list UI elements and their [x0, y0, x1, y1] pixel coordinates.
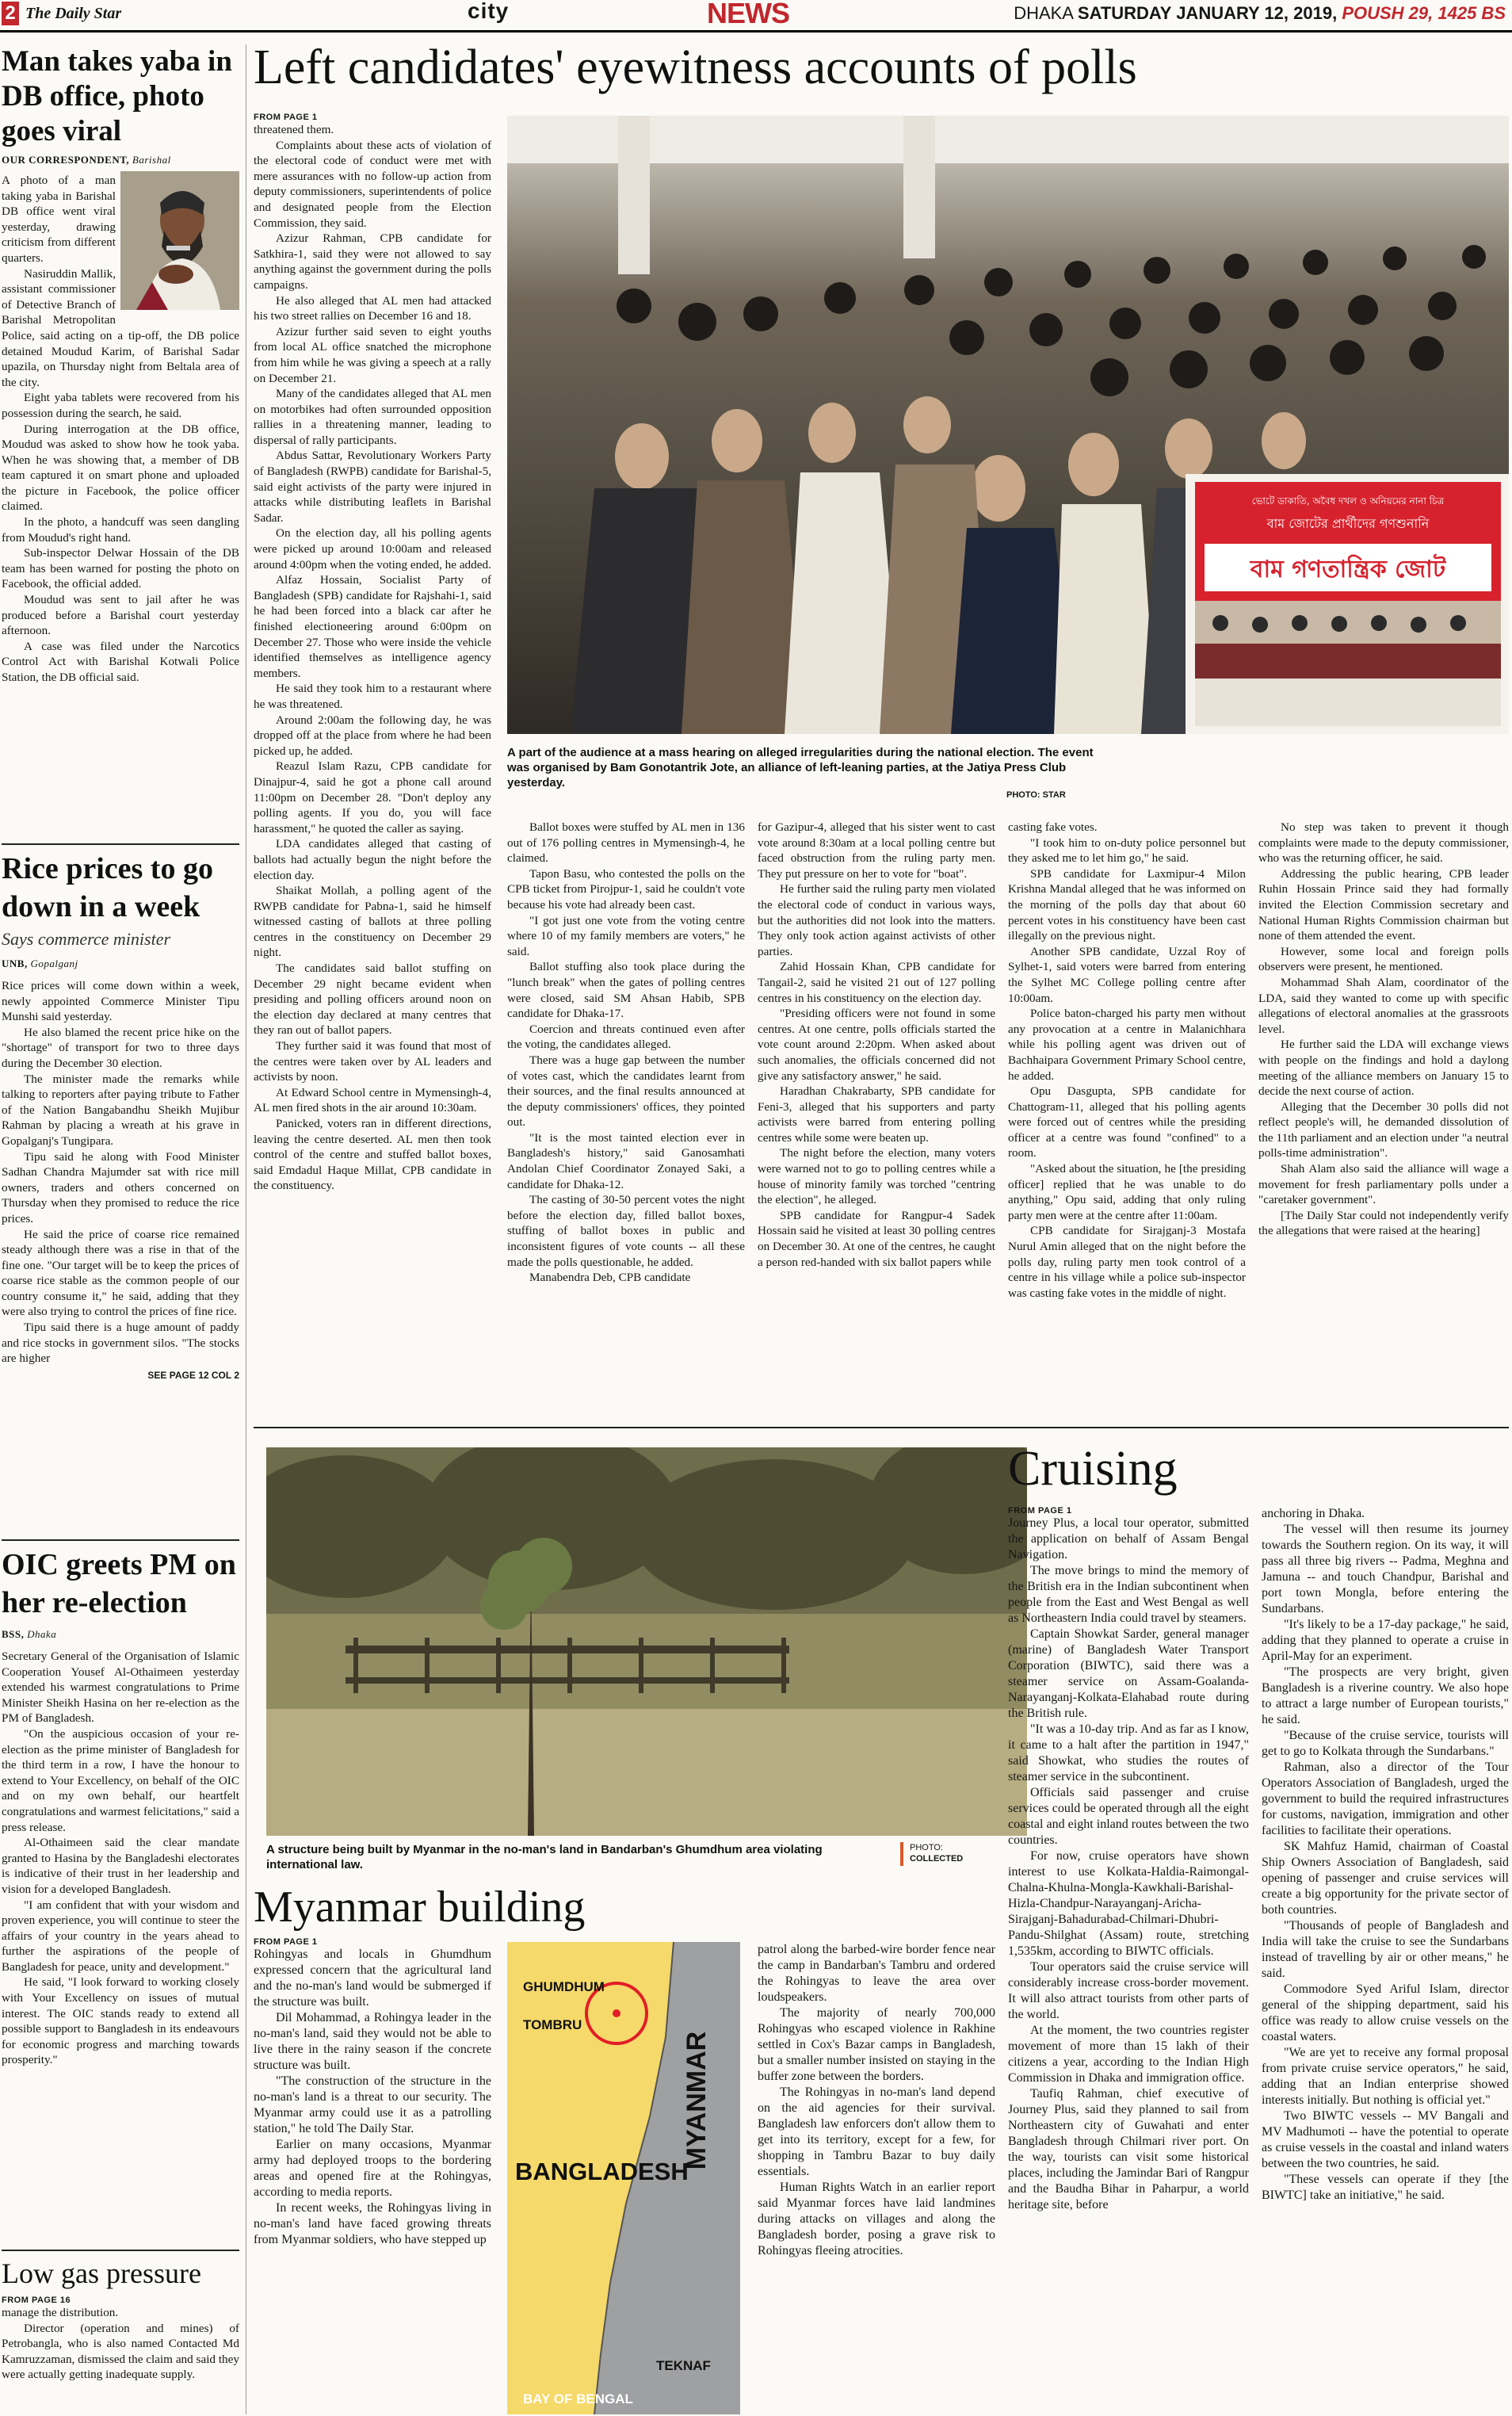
paragraph: He said the price of coarse rice remained steady although there was a rise in that of the fine one. "Our target will be to keep the prices of coarse rice stable as the common people of our country consume it," he said, adding that they were also trying to control the prices of fine rice. [2, 1227, 239, 1319]
map-border-area [507, 1942, 740, 2414]
headline-low-gas: Low gas pressure [2, 2257, 201, 2289]
paragraph: Commodore Syed Ariful Islam, director general of the shipping department, said his office was ready to allow cruise vessels on the coastal waters. [1262, 1982, 1509, 2043]
from-page-tag: FROM PAGE 1 [254, 113, 318, 122]
paragraph: He said, "I look forward to working closely with Your Excellency on issues of mutual interest. The OIC stands ready to extend all possible support to Bangladesh in its endeavours for economic progress and marching towards prosperity." [2, 1975, 239, 2067]
body-oic [2, 1649, 239, 2068]
paragraph: Sub-inspector Delwar Hossain of the DB team has been warned for posting the photo on Facebook, the official added. [2, 546, 239, 591]
paragraph: Director (operation and mines) of Petrobangla, who is also named Contacted Md Kamruzzaman, dismissed the claim and said they were actually getting inadequate supply. [2, 2321, 239, 2382]
man-smoking-image [120, 171, 239, 310]
paragraph: The vessel will then resume its journey towards the Southern region. On its way, it will pass all three big rivers -- Padma, Meghna and Jamuna -- and touch Chandpur, Barishal and port town Mongla, before entering the Sundarbans. [1262, 1523, 1509, 1615]
paragraph: Tipu said he along with Food Minister Sadhan Chandra Majumder sat with rice mill owners, traders and others concerned on Thursday when they promised to reduce the rice prices. [2, 1149, 239, 1225]
paragraph: Coercion and threats continued even after the voting, the candidates alleged. [507, 1022, 745, 1052]
paragraph: SK Mahfuz Hamid, chairman of Coastal Ship Owners Association of Bangladesh, said opening of passenger and cruise services will create a big opportunity for the private sector of both countries. [1262, 1840, 1509, 1917]
paragraph: "I took him to on-duty police personnel but they asked me to let him go," he said. [1008, 835, 1246, 866]
paragraph: Reazul Islam Razu, CPB candidate for Dinajpur-4, said he got a phone call around 11:00pm on December 28. "Don't deploy any polling agents. If you do, you will face harassment," he quoted the caller as saying. [254, 759, 491, 835]
map-graphic [507, 1942, 740, 2414]
paragraph: manage the distribution. [2, 2306, 119, 2319]
headline-rice: Rice prices to go down in a week [2, 852, 213, 923]
body-polls-col5 [1258, 820, 1509, 1239]
paragraph: "Presiding officers were not found in some centres. At one centre, polls officials started the vote count around 2:20pm. When asked about such anomalies, the officials concerned did not give any satisfactory answer," he said. [758, 1007, 995, 1083]
paragraph: Ballot boxes were stuffed by AL men in 136 out of 176 polling centres in Mymensingh-4, he claimed. [507, 820, 745, 866]
map-label-teknaf: TEKNAF [656, 2358, 711, 2373]
paragraph: Eight yaba tablets were recovered from his possession during the search, he said. [2, 391, 239, 420]
paragraph: The candidates said ballot stuffing on December 29 night became evident when presiding and polling officers around noon on the election day declared at many centres that they ran out of ballot papers. [254, 961, 491, 1038]
map-label-tombru: TOMBRU [523, 2017, 582, 2032]
paragraph: Earlier on many occasions, Myanmar army had deployed troops to the bordering areas and opened fire at the Rohingyas, according to media reports. [254, 2138, 491, 2199]
paragraph: For now, cruise operators have shown interest to use Kolkata-Haldia-Raimongal-Chalna-Khulna-Mongla-Kawkhali-Barishal-Hizla-Chandpur-Narayanganj-Aricha-Sirajganj-Bahadurabad-Chilmari-Dhubri-Pandu-Shilghat (Assam) route, stretching 1,535km, according to BIWTC officials. [1008, 1849, 1249, 1958]
dateline-city: DHAKA [1014, 3, 1073, 23]
page-number: 2 [2, 2, 19, 25]
photo-mass-hearing [507, 116, 1509, 734]
paragraph: SPB candidate for Rangpur-4 Sadek Hossain said he visited at least 30 polling centres on December 30. At one of the centres, he caught a person red-handed with six ballot papers while [758, 1208, 995, 1269]
paragraph: The majority of nearly 700,000 Rohingyas who escaped violence in Rakhine settled in Cox's Bazar camps in Bangladesh, but a smaller number insisted on staying in the buffer zone between the borders. [758, 2006, 995, 2083]
paragraph: Officials said passenger and cruise services could be operated through all the eight coastal and eight inland routes between the two countries. [1008, 1786, 1249, 1847]
section-label-news: NEWS [707, 0, 789, 29]
paragraph: However, some local and foreign polls observers were present, he mentioned. [1258, 944, 1509, 974]
paragraph: Al-Othaimeen said the clear mandate granted to Hasina by the Bangladeshi electorates is indicative of their trust in her leadership and vision for a developed Bangladesh. [2, 1836, 239, 1896]
paragraph: Moudud was sent to jail after he was produced before a Barishal court yesterday afternoon. [2, 593, 239, 638]
photo-credit-label: PHOTO: [910, 1843, 943, 1852]
page-header [0, 0, 1512, 32]
paragraph: Manabendra Deb, CPB candidate [529, 1271, 691, 1285]
divider [2, 843, 239, 845]
body-polls-col2 [507, 820, 745, 1286]
body-cruising-col2 [1262, 1506, 1509, 2204]
paragraph: He also alleged that AL men had attacked his two street rallies on December 16 and 18. [254, 293, 491, 323]
paragraph: He said they took him to a restaurant where he was threatened. [254, 682, 491, 711]
paragraph: Tour operators said the cruise service will considerably increase cross-border movement. It will also attract tourists from other parts of the world. [1008, 1960, 1249, 2021]
caption-mass-hearing [507, 745, 1094, 790]
paragraph: Dil Mohammad, a Rohingya leader in the no-man's land, said they would not be able to live there in the rainy season if the concrete structure was built. [254, 2011, 491, 2072]
byline-yaba-place: Barishal [132, 154, 171, 166]
byline-oic [2, 1628, 239, 1641]
headline-oic: OIC greets PM on her re-election [2, 1548, 236, 1619]
paragraph: The night before the election, many voters were warned not to go to polling centres while a house of minority family was torched "centring the election", he alleged. [758, 1146, 995, 1207]
paragraph: "On the auspicious occasion of your re-election as the prime minister of Bangladesh for the third term in a row, I have the honour to extend to Your Excellency, on behalf of the OIC and on my own behalf, our heartfelt congratulations and warmest felicitations," said a press release. [2, 1726, 239, 1834]
map-label-myanmar: MYANMAR [682, 2031, 712, 2170]
headline-polls: Left candidates' eyewitness accounts of polls [254, 40, 1137, 94]
article-yaba [2, 44, 239, 843]
banner-line-1: ভোটে ডাকাতি, অবৈধ দখল ও অনিয়মের নানা চিত্র [1251, 495, 1445, 507]
article-low-gas [2, 2256, 239, 2414]
paragraph: Rahman, also a director of the Tour Operators Association of Bangladesh, urged the government to build the required infrastructures for customs, navigation, immigration and other facilities to facilitate their operations. [1262, 1760, 1509, 1837]
map-label-bay-of-bengal: BAY OF BENGAL [523, 2391, 633, 2406]
paragraph: On the election day, all his polling agents were picked up around 10:00am and released around 4:00pm when the voting ended, he added. [254, 526, 491, 572]
headline-cruising: Cruising [1008, 1442, 1178, 1496]
paragraph: LDA candidates alleged that casting of ballots had actually begun the night before the election day. [254, 837, 491, 882]
paragraph: Shaikat Mollah, a polling agent of the RWPB candidate for Pabna-1, said he himself witnessed casting of ballots at three polling centres in the constituency on December 29 night. [254, 884, 491, 960]
paragraph: Zahid Hossain Khan, CPB candidate for Tangail-2, said he visited 21 out of 127 polling centres in his constituency on the election day. [758, 960, 995, 1005]
paragraph: Human Rights Watch in an earlier report said Myanmar forces have laid landmines during attacks on villages and along the Bangladesh border, posing a grave risk to Rohingyas fleeing atrocities. [758, 2181, 995, 2257]
paragraph: Rohingyas and locals in Ghumdhum expressed concern that the agricultural land and the no-man's land would be submerged if the structure was built. [254, 1948, 491, 2009]
paragraph: Addressing the public hearing, CPB leader Ruhin Hossain Prince said they had formally invited the Election Commission secretary and National Human Rights Commission chairman but none of them attended the event. [1258, 866, 1509, 943]
paragraph: Mohammad Shah Alam, coordinator of the LDA, said they wanted to come up with specific allegations of electoral anomalies at the grassroots level. [1258, 975, 1509, 1036]
paragraph: Tipu said there is a huge amount of paddy and rice stocks in government silos. "The stocks are higher [2, 1321, 239, 1366]
paragraph: Around 2:00am the following day, he was dropped off at the place from where he had been picked up, he added. [254, 713, 491, 758]
article-oic [2, 1546, 239, 2243]
paragraph: for Gazipur-4, alleged that his sister went to cast vote around 8:30am at a local polling centre but faced obstruction from the ruling party men. They put pressure on her to vote for "boat". [758, 820, 995, 881]
paragraph: Two BIWTC vessels -- MV Bangali and MV Madhumoti -- have the potential to operate as cruise vessels in the coastal and inland waters between the two countries, he said. [1262, 2109, 1509, 2170]
dateline-date: SATURDAY JANUARY 12, 2019, [1077, 3, 1338, 23]
body-cruising-col1 [1008, 1516, 1249, 2213]
paragraph: Many of the candidates alleged that AL men on motorbikes had often surrounded opposition rallies in a threatening manner, leading to dispersal of rally participants. [254, 387, 491, 447]
myanmar-column-1 [254, 1937, 491, 2414]
photo-credit-star: PHOTO: STAR [1006, 790, 1066, 800]
paragraph: "Thousands of people of Bangladesh and India will take the cruise to see the Sundarbans instead of travelling by air or other means," he said. [1262, 1919, 1509, 1980]
banner-line-3: বাম গণতান্ত্রিক জোট [1250, 556, 1446, 583]
paragraph: "We are yet to receive any formal proposal from private cruise service operators," he said, adding that an Indian enterprise showed interests initially. But nothing is official yet." [1262, 2046, 1509, 2107]
paragraph: "The prospects are very bright, given Bangladesh is a riverine country. We also hope to attract a large number of European tourists," he said. [1262, 1665, 1509, 1726]
byline-rice-author: UNB, [2, 958, 28, 969]
paragraph: Taufiq Rahman, chief executive of Journey Plus, said they planned to sail from Northeastern city of Guwahati and enter Bangladesh through Chilmari river port. On the way, tourists can visit some historical places, including the Jamindar Bari of Rangpur and the Baudha Bihar in Paharpur, a world heritage site, before [1008, 2087, 1249, 2211]
paragraph: "It's likely to be a 17-day package," he said, adding that they planned to operate a cruise in April-May for an experiment. [1262, 1618, 1509, 1663]
byline-yaba-author: OUR CORRESPONDENT, [2, 154, 130, 166]
article-rice [2, 850, 239, 1536]
dateline [1014, 3, 1506, 24]
paragraph: During interrogation at the DB office, Moudud was asked to show how he took yaba. When he was showing that, a member of DB team captured it on smart phone and uploaded the picture in Facebook, the police officer claimed. [2, 422, 239, 514]
paragraph: He further said the ruling party men violated the electoral code of conduct in various ways, but the authorities did not look into the matters. They only took action against activists of other parties. [758, 882, 995, 958]
paragraph: threatened them. [254, 123, 334, 136]
paragraph: There was a huge gap between the number of votes cast, which the candidates learnt from their sources, and the final results announced at the deputy commissioners' offices, they pointed out. [507, 1053, 745, 1130]
body-polls-col1 [254, 122, 491, 1194]
border-structure-image [266, 1447, 1027, 1836]
paragraph: The Rohingyas in no-man's land depend on the aid agencies for their survival. Bangladesh law enforcers don't allow them to get into its territory, except for a few, for shopping in Tambru Bazar to buy daily essentials. [758, 2085, 995, 2178]
paragraph: "The construction of the structure in the no-man's land is a threat to our security. The Myanmar army could use it as a patrolling station," he told The Daily Star. [254, 2074, 491, 2135]
caption-text: A part of the audience at a mass hearing on alleged irregularities during the national election. The event was organised by Bam Gonotantrik Jote, an alliance of left-leaning parties, at the Jatiya Press Club yesterday. [507, 746, 1094, 789]
paragraph: "It was a 10-day trip. And as far as I know, it came to a halt after the partition in 1947," said Showkat, who studies the routes of steamer service in the subcontinent. [1008, 1722, 1249, 1783]
paragraph: Azizur further said seven to eight youths from local AL office snatched the microphone from him while he was giving a speech at a rally on December 21. [254, 324, 491, 385]
headline-myanmar: Myanmar building [254, 1883, 586, 1932]
paragraph: The casting of 30-50 percent votes the night before the election day, filled ballot boxes, stuffing of ballot boxes in public and inconsistent figures of vote counts -- all these made the polls questionable, he added. [507, 1193, 745, 1269]
paragraph: He also blamed the recent price hike on the "shortage" of transport for two to three days during the December 30 election. [2, 1025, 239, 1070]
divider [2, 2250, 239, 2251]
polls-column-1 [254, 113, 491, 1389]
dateline-bangla-date: POUSH 29, 1425 BS [1342, 3, 1506, 23]
paragraph: Opu Dasgupta, SPB candidate for Chattogram-11, alleged that his polling agents were forced out of centres while the presiding officer at a centre was found "confined" to a room. [1008, 1084, 1246, 1160]
paragraph: "These vessels can operate if they [the BIWTC] take an initiative," he said. [1262, 2173, 1509, 2202]
paragraph: CPB candidate for Sirajganj-3 Mostafa Nurul Amin alleged that on the night before the polls day, ruling party men took control of a centre in his village while a police sub-inspector was casting fake votes in the middle of night. [1008, 1224, 1246, 1300]
cruising-column-2 [1262, 1506, 1509, 2414]
paragraph: "Because of the cruise service, tourists will get to go to Kolkata through the Sundarbans." [1262, 1729, 1509, 1758]
paragraph: Alleging that the December 30 polls did not reflect people's will, he demanded dissolution of the 11th parliament and an election under "a neutral polls-time administration". [1258, 1099, 1509, 1160]
paragraph: "It is the most tainted election ever in Bangladesh's history," said Ganosamhati Andolan Chief Coordinator Zonayed Saki, a candidate for Dhaka-12. [507, 1130, 745, 1191]
paragraph: Abdus Sattar, Revolutionary Workers Party of Bangladesh (RWPB) candidate for Barishal-5, said eight activists of the party were injured in attacks while distributing leaflets in Barishal Sadar. [254, 449, 491, 525]
paragraph: Secretary General of the Organisation of Islamic Cooperation Yousef Al-Othaimeen yesterday extended his warmest congratulations to Prime Minister Sheikh Hasina on her re-election as the PM of Bangladesh. [2, 1650, 239, 1726]
paragraph: A photo of a man taking yaba in Barishal DB office went viral yesterday, drawing criticism from different quarters. [2, 174, 116, 265]
paragraph: Rice prices will come down within a week, newly appointed Commerce Minister Tipu Munshi said yesterday. [2, 979, 239, 1024]
caption-myanmar [266, 1842, 869, 1872]
paragraph: patrol along the barbed-wire border fence near the camp in Bandarban's Tambru and ordered the Rohingyas to leave the area over loudspeakers. [758, 1943, 995, 2004]
paragraph: In recent weeks, the Rohingyas living in no-man's land have faced growing threats from Myanmar soldiers, who have stepped up [254, 2201, 491, 2246]
paragraph: Shah Alam also said the alliance will wage a movement for fresh parliamentary polls under a "caretaker government". [1258, 1162, 1509, 1207]
subhead-rice: Says commerce minister [2, 929, 171, 949]
photo-myanmar-structure [266, 1447, 1027, 1836]
paragraph: Complaints about these acts of violation of the electoral code of conduct were met with mere assurances with no follow-up action from deputy commissioners, superintendents of police and designated people from the Election Commission, they said. [254, 138, 491, 230]
masthead-logo: The Daily Star [25, 5, 122, 22]
paragraph: The move brings to mind the memory of the British era in the Indian subcontinent when people from the East and West Bengal as well as Northeastern India could travel by steamers. [1008, 1564, 1249, 1625]
paragraph: "Asked about the situation, he [the presiding officer] replied that he was unable to do anything," Opu said, adding that only ruling party men were at the centre after 11:00am. [1008, 1162, 1246, 1222]
audience-image [507, 116, 1509, 734]
paragraph: Alfaz Hossain, Socialist Party of Bangladesh (SPB) candidate for Rajshahi-1, said he had been forced into a black car after he finished electioneering around 6:00pm on December 27. Those who were inside the vehicle identified themselves as intelligence agency members. [254, 573, 491, 680]
paragraph: He further said the LDA will exchange views with people on the findings and hold a daylong meeting of the alliance members on January 15 to decide the next course of action. [1258, 1038, 1509, 1099]
paragraph: At the moment, the two countries register movement of more than 15 lakh of their citizens a year, according to the Indian High Commission in Dhaka and immigration office. [1008, 2024, 1249, 2085]
paragraph: Haradhan Chakrabarty, SPB candidate for Feni-3, alleged that his supporters and party activists were barred from entering polling centres while some were beaten up. [758, 1084, 995, 1145]
paragraph: A case was filed under the Narcotics Control Act with Barishal Kotwali Police Station, the DB official said. [2, 639, 239, 684]
byline-oic-place: Dhaka [27, 1628, 57, 1640]
paragraph: Another SPB candidate, Uzzal Roy of Sylhet-1, said voters were barred from entering the Sylhet MC College polling centre after 10:00am. [1008, 944, 1246, 1005]
paragraph: The minister made the remarks while talking to reporters after paying tribute to Father of the Nation Bangabandhu Sheikh Mujibur Rahman by placing a wreath at his grave in Gopalganj's Tungipara. [2, 1072, 239, 1148]
cruising-column-1 [1008, 1506, 1249, 2414]
paragraph: Nasiruddin Mallik, assistant commissioner of Detective Branch of Barishal Metropolitan Police, said acting on a tip-off, the DB police detained Moudud Karim, of Barishal Sadar upazila, on Thursday night from Beltala area of the city. [2, 266, 239, 389]
from-page-tag: FROM PAGE 1 [254, 1937, 318, 1947]
byline-rice-place: Gopalganj [30, 958, 78, 969]
polls-column-3 [758, 820, 995, 1390]
map-label-bangladesh: BANGLADESH [515, 2158, 689, 2185]
body-myanmar-col2 [758, 1942, 995, 2259]
jump-line-rice[interactable]: SEE PAGE 12 COL 2 [147, 1369, 239, 1381]
paragraph: Azizur Rahman, CPB candidate for Satkhira-1, said they were not allowed to say anything against the government during the polls campaigns. [254, 231, 491, 292]
polls-column-4 [1008, 820, 1246, 1390]
divider [254, 1427, 1509, 1428]
section-label-city: city [468, 0, 510, 23]
map-label-ghumdhum: GHUMDHUM [523, 1979, 605, 1994]
photo-credit-collected [910, 1842, 963, 1864]
paragraph: Journey Plus, a local tour operator, submitted the application on behalf of Assam Bengal Navigation. [1008, 1516, 1249, 1562]
paragraph: Police baton-charged his party men without any provocation at a centre in Malanichhara while his polling agent was driven out of Bachhaipara Government Primary School centre, he added. [1008, 1007, 1246, 1083]
body-low-gas [2, 2305, 239, 2383]
paragraph: No step was taken to prevent it though complaints were made to the deputy commissioner, who was the returning officer, he said. [1258, 820, 1509, 866]
paragraph: SPB candidate for Laxmipur-4 Milon Krishna Mandal alleged that he was informed on the morning of the polls day that about 60 percent votes in his constituency have been cast illegally on the previous night. [1008, 866, 1246, 943]
from-page-tag: FROM PAGE 1 [1008, 1506, 1072, 1516]
body-myanmar-col1 [254, 1947, 491, 2248]
divider [2, 1539, 239, 1541]
paragraph: Ballot stuffing also took place during the "lunch break" when the gates of polling centres were closed, said SM Ahsan Habib, SPB candidate for Dhaka-17. [507, 960, 745, 1021]
paragraph: Captain Showkat Sarder, general manager (marine) of Bangladesh Water Transport Corporation (BIWTC), said there was a steamer service on Assam-Goalanda-Narayanganj-Kolkata-Elahabad route during the British rule. [1008, 1627, 1249, 1720]
paragraph: In the photo, a handcuff was seen dangling from Moudud's right hand. [2, 515, 239, 545]
caption-accent-bar [900, 1842, 903, 1866]
caption-text: A structure being built by Myanmar in the no-man's land in Bandarban's Ghumdhum area violating international law. [266, 1843, 823, 1871]
photo-credit-source: COLLECTED [910, 1854, 964, 1864]
paragraph: Tapon Basu, who contested the polls on the CPB ticket from Pirojpur-1, said he couldn't vote because his vote had already been cast. [507, 866, 745, 912]
polls-column-5 [1258, 820, 1509, 1390]
byline-yaba [2, 154, 239, 166]
body-polls-col4 [1008, 820, 1246, 1301]
paragraph: casting fake votes. [1008, 820, 1098, 834]
paragraph: "I am confident that with your wisdom and proven experience, you will continue to steer the affairs of your country in the years ahead to further the aspirations of the people of Bangladesh for peace, unity and development." [2, 1898, 239, 1974]
byline-oic-author: BSS, [2, 1628, 25, 1640]
paragraph: anchoring in Dhaka. [1262, 1507, 1365, 1520]
photo-yaba-man [120, 171, 239, 310]
body-rice [2, 978, 239, 1367]
body-polls-col3 [758, 820, 995, 1270]
paragraph: [The Daily Star could not independently verify the allegations that were raised at the hearing] [1258, 1208, 1509, 1238]
inset-banner-photo [1186, 474, 1509, 734]
myanmar-column-2 [758, 1942, 995, 2414]
headline-yaba: Man takes yaba in DB office, photo goes viral [2, 45, 232, 147]
paragraph: At Edward School centre in Mymensingh-4, AL men fired shots in the air around 10:30am. [254, 1085, 491, 1115]
banner-line-2: বাম জোটের প্রার্থীদের গণশুনানি [1266, 516, 1430, 531]
paragraph: "I got just one vote from the voting centre where 10 of my family members are voters," he said. [507, 913, 745, 958]
byline-rice [2, 958, 239, 970]
paragraph: Panicked, voters ran in different directions, leaving the centre deserted. AL men then took control of the centre and stuffed ballot boxes, said Emdadul Haque Millat, CPB candidate in the constituency. [254, 1117, 491, 1193]
polls-column-2 [507, 820, 745, 1390]
paragraph: They further said it was found that most of the centres were taken over by AL leaders and activists by noon. [254, 1039, 491, 1084]
from-page-tag: FROM PAGE 16 [2, 2296, 71, 2305]
